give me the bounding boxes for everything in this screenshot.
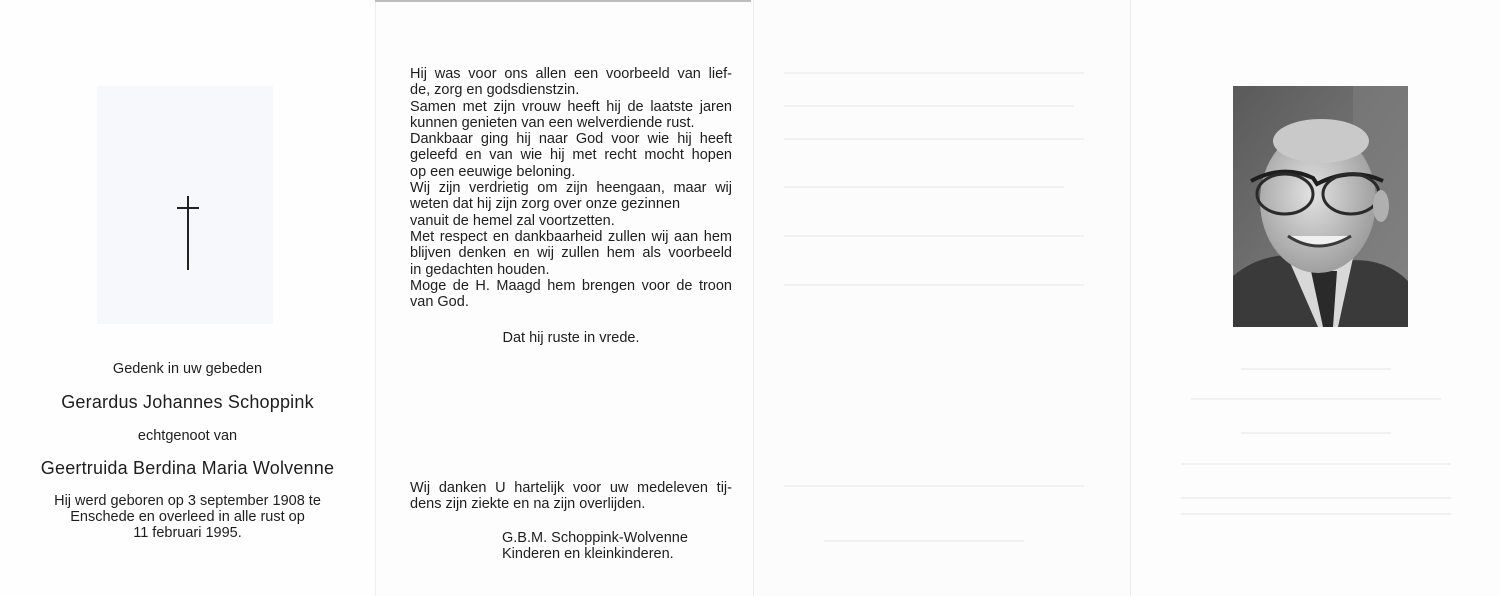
- thanks-line: dens zijn ziekte en na zijn overlijden.: [410, 496, 646, 513]
- thanks-line: Wij danken U hartelijk voor uw medeleven tij-: [410, 480, 732, 496]
- spouse-name: Geertruida Berdina Maria Wolvenne: [40, 458, 335, 478]
- front-panel: [0, 0, 375, 596]
- deceased-name: Gerardus Johannes Schoppink: [61, 392, 314, 412]
- blank-back-panel: [753, 0, 1131, 596]
- signature-line: Kinderen en kleinkinderen.: [502, 546, 674, 562]
- tribute-paragraph: [410, 66, 732, 310]
- top-edge-line: [375, 0, 751, 2]
- birth-death-line: Enschede en overleed in alle rust op: [70, 509, 305, 525]
- tribute-line: Met respect en dankbaarheid zullen wij aan hem: [410, 228, 732, 245]
- cross-icon: [177, 196, 199, 272]
- birth-death-line: 11 februari 1995.: [133, 525, 242, 541]
- tribute-line: op een eeuwige beloning.: [410, 163, 576, 180]
- tribute-line: Moge de H. Maagd hem brengen voor de troon: [410, 277, 732, 294]
- remember-line: Gedenk in uw gebeden: [112, 361, 263, 377]
- tribute-line: geleefd en van wie hij met recht mocht hopen: [410, 147, 732, 164]
- signature-line: G.B.M. Schoppink-Wolvenne: [502, 530, 688, 546]
- tribute-line: Hij was voor ons allen een voorbeeld van lief-: [410, 66, 732, 82]
- tribute-line: van God.: [410, 294, 469, 311]
- tribute-line: vanuit de hemel zal voortzetten.: [410, 212, 615, 229]
- portrait-photo-icon: [1233, 86, 1408, 327]
- birth-death-line: Hij werd geboren op 3 september 1908 te: [54, 493, 321, 509]
- tribute-line: Wij zijn verdrietig om zijn heengaan, maar wij: [410, 180, 732, 197]
- tribute-line: Samen met zijn vrouw heeft hij de laatste jaren: [410, 98, 732, 115]
- tribute-line: in gedachten houden.: [410, 261, 550, 278]
- rest-in-peace-line: Dat hij ruste in vrede.: [502, 330, 640, 346]
- tribute-line: kunnen genieten van een welverdiende rust.: [410, 114, 695, 131]
- tribute-line: blijven denken en wij zullen hem als voorbeeld: [410, 245, 732, 262]
- tribute-line: de, zorg en godsdienstzin.: [410, 82, 580, 99]
- tribute-line: Dankbaar ging hij naar God voor wie hij heeft: [410, 131, 732, 148]
- thanks-paragraph: [410, 480, 732, 513]
- tribute-line: weten dat hij zijn zorg over onze gezinnen: [410, 196, 681, 213]
- spouse-label: echtgenoot van: [137, 428, 238, 444]
